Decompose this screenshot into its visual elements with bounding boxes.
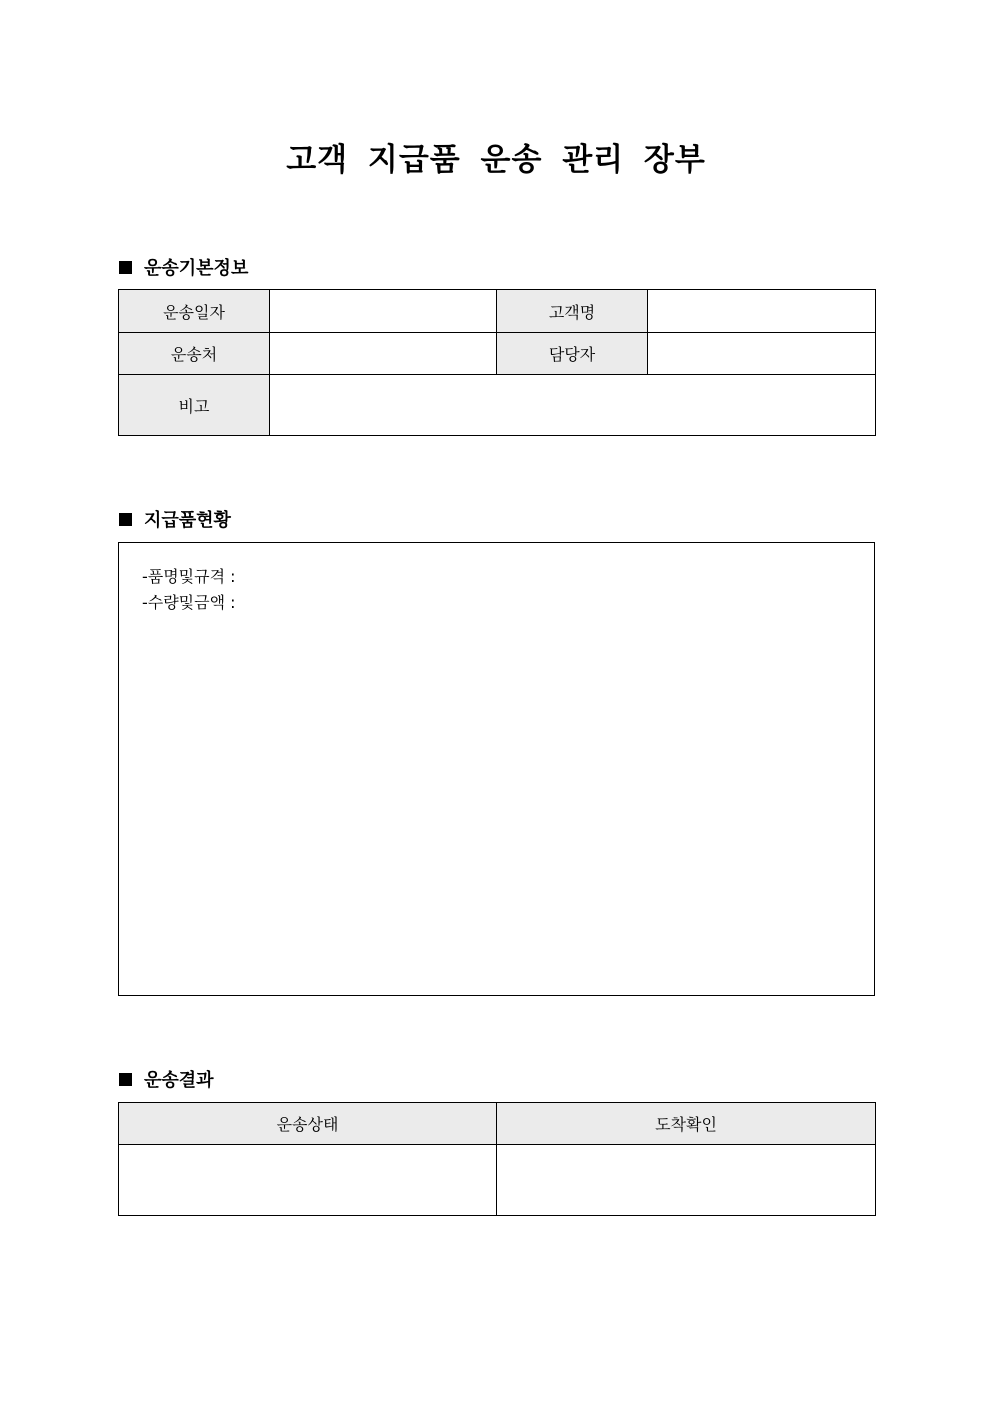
customer-name-label: 고객명 — [497, 290, 648, 333]
basic-info-table — [118, 289, 876, 436]
square-bullet-icon — [119, 1073, 132, 1086]
square-bullet-icon — [119, 513, 132, 526]
section-heading-label: 운송결과 — [144, 1070, 214, 1091]
shipping-result-table — [118, 1102, 876, 1216]
arrival-confirmation-header: 도착확인 — [497, 1103, 876, 1145]
shipping-date-label: 운송일자 — [119, 290, 270, 333]
supply-status-box[interactable] — [118, 542, 875, 996]
shipping-date-field[interactable] — [270, 290, 497, 333]
section-heading-supply-status — [119, 506, 231, 532]
shipping-status-header: 운송상태 — [119, 1103, 497, 1145]
section-heading-shipping-result — [119, 1066, 214, 1092]
section-heading-basic-info — [119, 254, 248, 280]
shipping-status-field[interactable] — [119, 1145, 497, 1216]
section-heading-label: 운송기본정보 — [144, 258, 249, 279]
quantity-amount-line: -수량및금액 : — [142, 593, 236, 612]
table-row — [119, 290, 876, 333]
customer-name-field[interactable] — [648, 290, 876, 333]
arrival-confirmation-field[interactable] — [497, 1145, 876, 1216]
page-title: 고객 지급품 운송 관리 장부 — [286, 142, 706, 178]
destination-field[interactable] — [270, 333, 497, 375]
manager-label: 담당자 — [497, 333, 648, 375]
table-row — [119, 375, 876, 436]
item-spec-line: -품명및규격 : — [142, 567, 236, 586]
table-row — [119, 1145, 876, 1216]
remarks-field[interactable] — [270, 375, 876, 436]
table-row — [119, 333, 876, 375]
square-bullet-icon — [119, 261, 132, 274]
section-heading-label: 지급품현황 — [144, 510, 231, 531]
destination-label: 운송처 — [119, 333, 270, 375]
table-row — [119, 1103, 876, 1145]
remarks-label: 비고 — [119, 375, 270, 436]
manager-field[interactable] — [648, 333, 876, 375]
